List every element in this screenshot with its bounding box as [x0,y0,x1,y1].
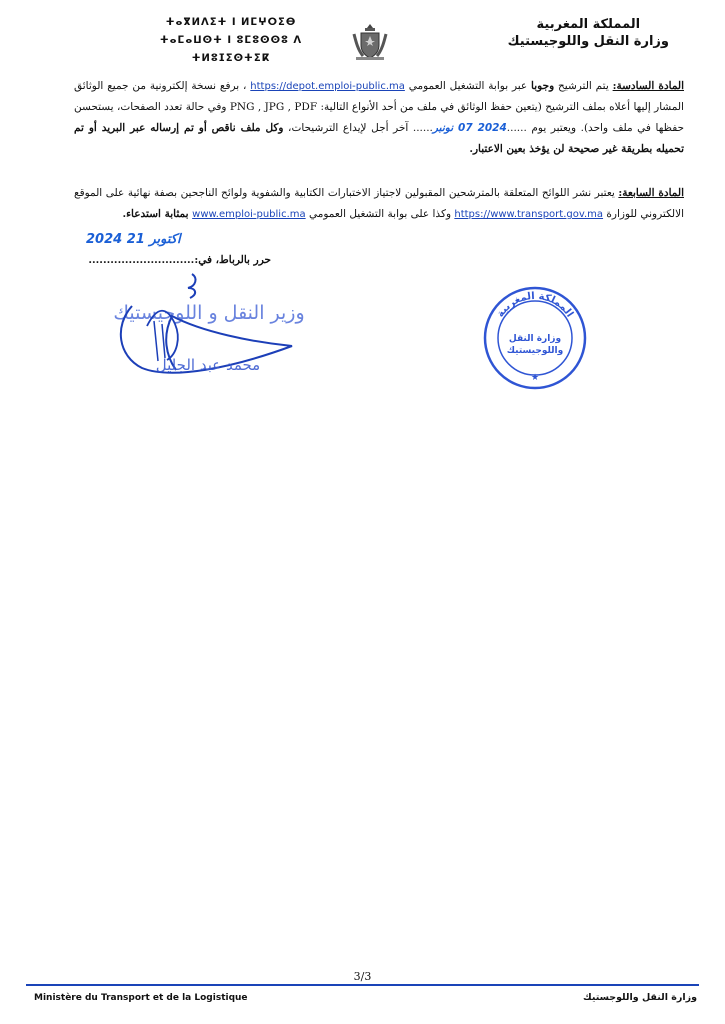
moroccan-coat-of-arms-icon [352,22,388,62]
article-six-dots2: ...... [412,122,433,134]
article-six-text4: آخر أجل لإيداع الترشيحات، [283,122,413,134]
header-arabic-line2: وزارة النقل واللوجيستيك [507,34,669,49]
article-six-bold2: وكل ملف ناقص أو تم إرساله عبر البريد أو تم تحميله بطريقة غير صحيحة لن يؤخذ بعين الاعتبار. [74,122,684,155]
emploi-public-link[interactable]: www.emploi-public.ma [192,209,306,220]
article-six [74,76,684,160]
official-stamp [482,285,588,391]
signature-handwritten-date: 2024 21 اكتوبر [86,232,181,247]
footer-french: Ministère du Transport et de la Logistique [34,993,248,1003]
stamp-outer-text: المملكة المغربية [495,290,576,320]
article-seven-label: المادة السابعة: [618,187,684,199]
header-arabic-line1: المملكة المغربية [536,17,641,32]
header-arabic [508,16,669,50]
article-six-dots1: ...... [506,122,527,134]
ministry-site-link[interactable]: https://www.transport.gov.ma [454,209,604,220]
article-seven-text2: وكذا على بوابة التشغيل العمومي [305,208,455,220]
article-seven-bold: بمثابة استدعاء. [122,208,193,220]
article-seven [74,183,684,225]
stamp-star-icon: ★ [530,373,540,383]
header-tifinagh [126,14,336,68]
stamp-inner-line1: وزارة النقل [508,334,562,344]
article-six-label: المادة السادسة: [612,80,684,92]
footer-arabic: وزارة النقل واللوجستيك [582,992,697,1003]
article-six-text3: ، برفع نسخة إلكترونية من جميع الوثائق المشار إليها أعلاه بملف الترشيح (يتعين حفظ الوثائق في ملف من أحد الأنواع التالية: PNG , JPG , PDF وفي حالة تعدد الصفحات، يستحسن حفظها في ملف واحد). ويعتبر يوم [74,80,684,134]
depot-portal-link[interactable]: https://depot.emploi-public.ma [250,81,405,92]
article-six-text1: يتم الترشيح [554,80,613,92]
minister-title: وزير النقل و اللوجيستيك [113,302,305,324]
footer-divider [26,984,699,986]
page-number: 3/3 [353,970,372,983]
minister-name: محمد عبد الجليل [155,356,261,374]
deadline-handwritten-date: 2024 07 نونبر [432,122,507,134]
header-tifinagh-line1: ⵜⴰⴳⵍⴷⵉⵜ ⵏ ⵍⵎⵖⵔⵉⴱ [165,17,297,28]
stamp-inner-line2: واللوجيستيك [506,346,564,356]
header-tifinagh-line2: ⵜⴰⵎⴰⵡⵙⵜ ⵏ ⵓⵎⵓⵙⵙⵓ ⴷ ⵜⵍⵓⵊⵉⵙⵜⵉⴽ [159,35,303,64]
article-six-text2: عبر بوابة التشغيل العمومي [404,80,532,92]
signature-place: حرر بالرباط، في:............................. [88,254,271,266]
article-seven-text1: يعتبر نشر اللوائح المتعلقة بالمترشحين المقبولين لاجتياز الاختبارات الكتابية والشفوية ولوائح الناجحين بصفة نهائية على الموقع الالكتروني للوزارة [74,187,684,220]
article-six-bold1: وجوبا [531,80,555,92]
